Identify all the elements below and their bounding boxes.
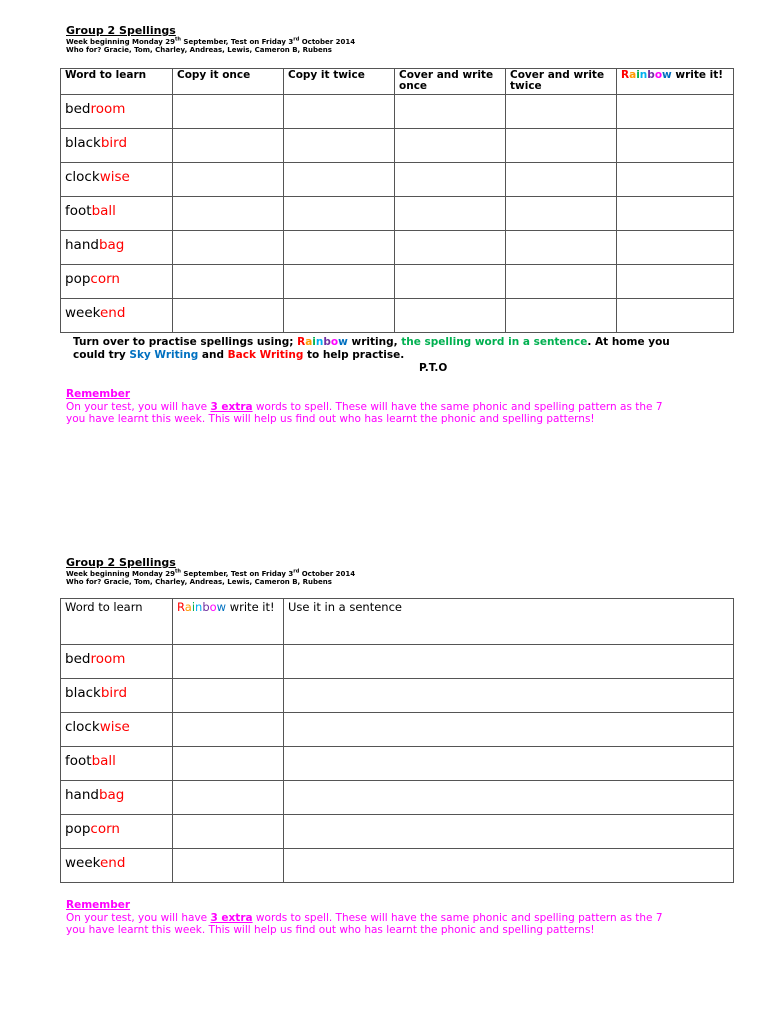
answer-cell[interactable] bbox=[506, 129, 617, 163]
section1-title: Group 2 Spellings bbox=[66, 24, 176, 37]
answer-cell[interactable] bbox=[284, 747, 734, 781]
answer-cell[interactable] bbox=[617, 265, 734, 299]
answer-cell[interactable] bbox=[173, 231, 284, 265]
header-cover-write-twice: Cover and write twice bbox=[506, 69, 617, 95]
rainbow-letter: o bbox=[209, 600, 217, 614]
section1-who-line: Who for? Gracie, Tom, Charley, Andreas, Lewis, Cameron B, Rubens bbox=[66, 46, 332, 54]
answer-cell[interactable] bbox=[173, 265, 284, 299]
word-cell: handbag bbox=[61, 231, 173, 265]
table-row bbox=[61, 747, 734, 781]
table-row bbox=[61, 265, 734, 299]
table-row bbox=[61, 781, 734, 815]
answer-cell[interactable] bbox=[284, 197, 395, 231]
header-word-to-learn: Word to learn bbox=[61, 69, 173, 95]
answer-cell[interactable] bbox=[173, 713, 284, 747]
word-cell: blackbird bbox=[61, 679, 173, 713]
remember-text: On your test, you will have 3 extra words to spell. These will have the same phonic and spelling pattern as the 7 you have learnt this week. This will help us find out who has learnt the phonic and spelling patterns! bbox=[66, 912, 663, 936]
answer-cell[interactable] bbox=[173, 679, 284, 713]
answer-cell[interactable] bbox=[617, 299, 734, 333]
table-header-row bbox=[61, 69, 734, 95]
answer-cell[interactable] bbox=[506, 95, 617, 129]
header-copy-twice: Copy it twice bbox=[284, 69, 395, 95]
header-copy-once: Copy it once bbox=[173, 69, 284, 95]
answer-cell[interactable] bbox=[173, 747, 284, 781]
rainbow-letter: a bbox=[629, 69, 637, 81]
word-cell: blackbird bbox=[61, 129, 173, 163]
rainbow-letter: n bbox=[639, 69, 648, 81]
answer-cell[interactable] bbox=[506, 299, 617, 333]
pto-label: P.T.O bbox=[419, 362, 448, 374]
answer-cell[interactable] bbox=[284, 231, 395, 265]
answer-cell[interactable] bbox=[284, 95, 395, 129]
rainbow-letter: b bbox=[323, 336, 331, 348]
answer-cell[interactable] bbox=[506, 197, 617, 231]
answer-cell[interactable] bbox=[173, 299, 284, 333]
answer-cell[interactable] bbox=[617, 95, 734, 129]
rainbow-letter: i bbox=[312, 336, 316, 348]
answer-cell[interactable] bbox=[506, 163, 617, 197]
section2-who-line: Who for? Gracie, Tom, Charley, Andreas, Lewis, Cameron B, Rubens bbox=[66, 578, 332, 586]
answer-cell[interactable] bbox=[617, 163, 734, 197]
answer-cell[interactable] bbox=[284, 645, 734, 679]
rainbow-letter: w bbox=[662, 69, 672, 81]
answer-cell[interactable] bbox=[284, 713, 734, 747]
rainbow-letter: i bbox=[191, 600, 196, 614]
header-cover-write-once: Cover and write once bbox=[395, 69, 506, 95]
rainbow-letter: b bbox=[202, 600, 210, 614]
answer-cell[interactable] bbox=[173, 849, 284, 883]
table-header-row bbox=[61, 599, 734, 645]
answer-cell[interactable] bbox=[617, 231, 734, 265]
word-cell: weekend bbox=[61, 849, 173, 883]
practise-instructions: Turn over to practise spellings using; Rainbow writing, the spelling word in a sentence. At home you could try Sky Writing and Back Writing to help practise. bbox=[73, 336, 670, 361]
table-row bbox=[61, 95, 734, 129]
word-cell: football bbox=[61, 747, 173, 781]
section1-spelling-table bbox=[60, 68, 734, 333]
answer-cell[interactable] bbox=[173, 645, 284, 679]
rainbow-letter: w bbox=[338, 336, 348, 348]
table-row bbox=[61, 815, 734, 849]
table-row bbox=[61, 129, 734, 163]
answer-cell[interactable] bbox=[284, 849, 734, 883]
table-row bbox=[61, 849, 734, 883]
section2-week-line: Week beginning Monday 29th September, Test on Friday 3rd October 2014 bbox=[66, 568, 356, 578]
rainbow-letter: w bbox=[216, 600, 227, 614]
answer-cell[interactable] bbox=[395, 231, 506, 265]
answer-cell[interactable] bbox=[284, 299, 395, 333]
answer-cell[interactable] bbox=[395, 299, 506, 333]
answer-cell[interactable] bbox=[284, 129, 395, 163]
rainbow-letter: a bbox=[305, 336, 313, 348]
answer-cell[interactable] bbox=[395, 163, 506, 197]
rainbow-letter: R bbox=[297, 336, 306, 348]
answer-cell[interactable] bbox=[284, 265, 395, 299]
remember-heading: Remember bbox=[66, 388, 131, 400]
answer-cell[interactable] bbox=[395, 129, 506, 163]
answer-cell[interactable] bbox=[284, 815, 734, 849]
table-row bbox=[61, 299, 734, 333]
answer-cell[interactable] bbox=[173, 815, 284, 849]
answer-cell[interactable] bbox=[173, 163, 284, 197]
word-cell: bedroom bbox=[61, 95, 173, 129]
table-row bbox=[61, 713, 734, 747]
answer-cell[interactable] bbox=[284, 163, 395, 197]
answer-cell[interactable] bbox=[395, 197, 506, 231]
word-cell: weekend bbox=[61, 299, 173, 333]
answer-cell[interactable] bbox=[284, 781, 734, 815]
rainbow-letter: b bbox=[647, 69, 655, 81]
word-cell: clockwise bbox=[61, 163, 173, 197]
header-word-to-learn: Word to learn bbox=[61, 599, 173, 645]
header-use-in-sentence: Use it in a sentence bbox=[284, 599, 734, 645]
answer-cell[interactable] bbox=[617, 129, 734, 163]
answer-cell[interactable] bbox=[173, 95, 284, 129]
rainbow-letter: R bbox=[621, 69, 630, 81]
answer-cell[interactable] bbox=[506, 265, 617, 299]
section2-spelling-table bbox=[60, 598, 734, 883]
answer-cell[interactable] bbox=[173, 781, 284, 815]
word-cell: bedroom bbox=[61, 645, 173, 679]
answer-cell[interactable] bbox=[173, 197, 284, 231]
rainbow-letter: n bbox=[195, 600, 203, 614]
table-row bbox=[61, 231, 734, 265]
table-row bbox=[61, 679, 734, 713]
word-cell: football bbox=[61, 197, 173, 231]
answer-cell[interactable] bbox=[173, 129, 284, 163]
word-cell: popcorn bbox=[61, 815, 173, 849]
word-cell: popcorn bbox=[61, 265, 173, 299]
rainbow-letter: o bbox=[330, 336, 339, 348]
word-cell: clockwise bbox=[61, 713, 173, 747]
remember-text: On your test, you will have 3 extra words to spell. These will have the same phonic and spelling pattern as the 7 you have learnt this week. This will help us find out who has learnt the phonic and spelling patterns! bbox=[66, 401, 663, 425]
rainbow-letter: o bbox=[654, 69, 663, 81]
answer-cell[interactable] bbox=[284, 679, 734, 713]
section2-title: Group 2 Spellings bbox=[66, 556, 176, 569]
answer-cell[interactable] bbox=[395, 265, 506, 299]
rainbow-letter: n bbox=[315, 336, 324, 348]
answer-cell[interactable] bbox=[617, 197, 734, 231]
table-row bbox=[61, 645, 734, 679]
word-cell: handbag bbox=[61, 781, 173, 815]
section1-week-line: Week beginning Monday 29th September, Test on Friday 3rd October 2014 bbox=[66, 36, 356, 46]
rainbow-letter: R bbox=[177, 600, 185, 614]
table-row bbox=[61, 197, 734, 231]
rainbow-letter: a bbox=[184, 600, 192, 614]
answer-cell[interactable] bbox=[395, 95, 506, 129]
header-rainbow-write: Rainbow write it! bbox=[173, 599, 284, 645]
answer-cell[interactable] bbox=[506, 231, 617, 265]
table-row bbox=[61, 163, 734, 197]
header-rainbow-write: Rainbow write it! bbox=[617, 69, 734, 95]
rainbow-letter: i bbox=[636, 69, 640, 81]
remember-heading: Remember bbox=[66, 899, 131, 911]
